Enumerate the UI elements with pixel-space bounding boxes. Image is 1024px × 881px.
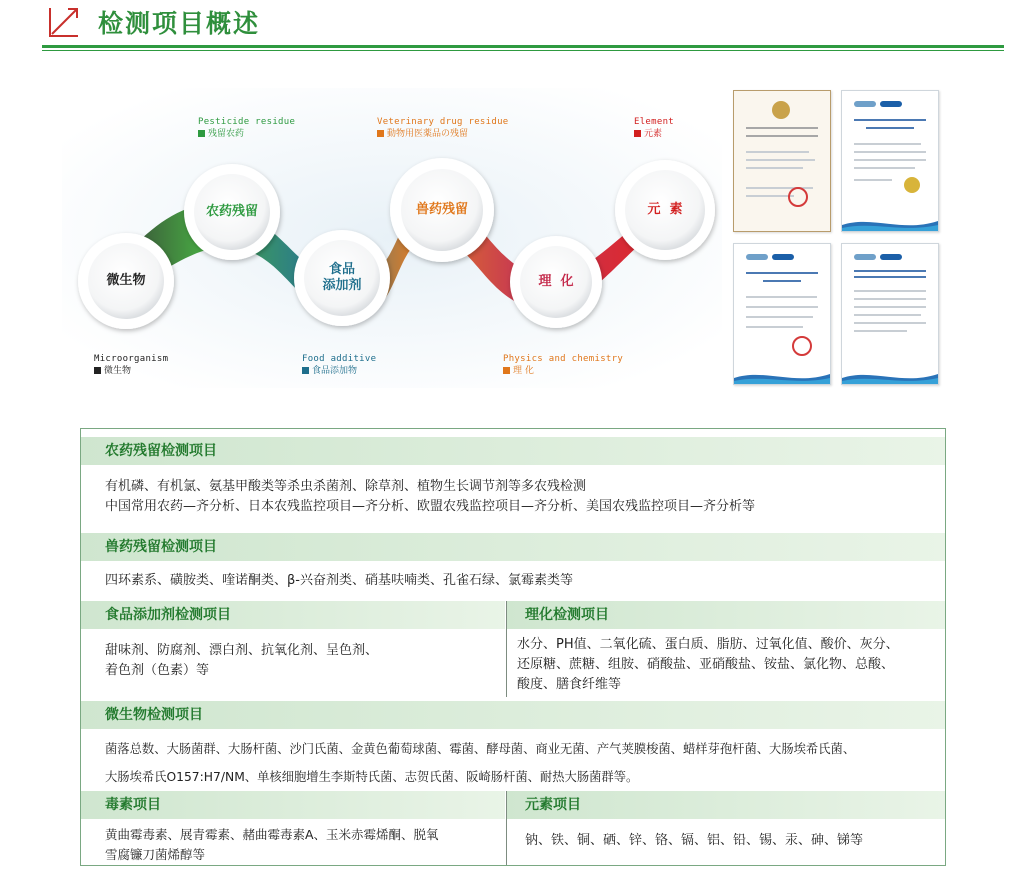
wave-decoration	[842, 368, 938, 384]
label-micro-zh: 微生物	[104, 366, 132, 376]
certificate-cma	[733, 90, 831, 232]
section-header-toxin: 毒素项目	[81, 791, 505, 819]
circle-label-food-line2: 添加剂	[322, 278, 362, 293]
section-header	[0, 0, 1024, 60]
label-pesticide-zh: 残留农药	[208, 129, 245, 139]
section-body-micro	[81, 739, 945, 787]
label-micro	[94, 353, 168, 377]
circle-label-physics: 理 化	[538, 274, 574, 289]
label-element-en: Element	[634, 117, 675, 127]
food-line-1: 甜味剂、防腐剂、漂白剂、抗氧化剂、呈色剂、	[105, 643, 379, 658]
section-header-veterinary: 兽药残留检测项目	[81, 533, 945, 561]
arrow-icon	[46, 4, 80, 38]
blue-square-icon	[302, 367, 309, 374]
toxin-line-2: 雪腐镰刀菌烯醇等	[105, 847, 206, 862]
certificate-cnas-1	[841, 90, 939, 232]
certificate-cnas-2	[733, 243, 831, 385]
label-element	[634, 116, 674, 140]
element-line-1: 钠、铁、铜、硒、锌、铬、镉、铝、铅、锡、汞、砷、锑等	[525, 833, 864, 848]
label-food-zh: 食品添加物	[312, 366, 358, 376]
pesticide-line-1: 有机磷、有机氯、氨基甲酸类等杀虫杀菌剂、除草剂、植物生长调节剂等多农残检测	[105, 479, 587, 494]
physics-line-1: 水分、PH值、二氧化硫、蛋白质、脂肪、过氧化值、酸价、灰分、	[517, 637, 899, 652]
label-veterinary-zh: 動物用医薬品の残留	[387, 129, 469, 139]
section-header-element: 元素项目	[507, 791, 945, 819]
stamp-icon	[792, 336, 812, 356]
label-pesticide-en: Pesticide residue	[198, 117, 296, 127]
section-header-pesticide: 农药残留检测项目	[81, 437, 945, 465]
certificate-cnas-english	[841, 243, 939, 385]
wave-decoration	[842, 215, 938, 231]
label-veterinary	[377, 116, 509, 140]
orange-square-icon	[377, 130, 384, 137]
toxin-line-1: 黄曲霉毒素、展青霉素、赭曲霉毒素A、玉米赤霉烯酮、脱氧	[105, 827, 439, 842]
header-rule	[42, 45, 1004, 48]
wave-decoration	[734, 368, 830, 384]
red-square-icon	[634, 130, 641, 137]
label-physics-en: Physics and chemistry	[503, 354, 624, 364]
circle-label-micro: 微生物	[106, 273, 146, 288]
food-line-2: 着色剂（色素）等	[105, 663, 210, 678]
label-micro-en: Microorganism	[94, 354, 169, 364]
section-body-physics	[507, 635, 945, 695]
black-square-icon	[94, 367, 101, 374]
label-food-en: Food additive	[302, 354, 377, 364]
label-food	[302, 353, 376, 377]
micro-line-1: 菌落总数、大肠菌群、大肠杆菌、沙门氏菌、金黄色葡萄球菌、霉菌、酵母菌、商业无菌、产气荚膜梭菌、蜡样芽孢杆菌、大肠埃希氏菌、	[105, 742, 856, 756]
emblem-icon	[772, 101, 790, 119]
page-title: 检测项目概述	[98, 9, 261, 38]
veterinary-line-1: 四环素系、磺胺类、喹诺酮类、β-兴奋剂类、硝基呋喃类、孔雀石绿、氯霉素类等	[105, 573, 573, 588]
label-pesticide	[198, 116, 295, 140]
circle-label-food	[302, 262, 382, 294]
stamp-icon	[788, 187, 808, 207]
circle-label-pesticide: 农药残留	[205, 204, 258, 219]
circle-label-veterinary: 兽药残留	[415, 202, 468, 217]
section-header-micro: 微生物检测项目	[81, 701, 945, 729]
label-veterinary-en: Veterinary drug residue	[377, 117, 509, 127]
physics-line-3: 酸度、膳食纤维等	[517, 677, 622, 692]
section-header-food-additive: 食品添加剂检测项目	[81, 601, 505, 629]
section-body-pesticide	[81, 477, 945, 517]
section-body-veterinary	[81, 571, 945, 591]
header-rule-thin	[42, 50, 1004, 51]
label-element-zh: 元素	[644, 129, 663, 139]
physics-line-2: 还原糖、蔗糖、组胺、硝酸盐、亚硝酸盐、铵盐、氯化物、总酸、	[517, 657, 895, 672]
orange-square-icon	[503, 367, 510, 374]
circle-label-element: 元 素	[647, 202, 683, 217]
seal-icon	[904, 177, 920, 193]
section-body-food-additive	[81, 641, 505, 681]
pesticide-line-2: 中国常用农药—齐分析、日本农残监控项目—齐分析、欧盟农残监控项目—齐分析、美国农残监控项目—齐分析等	[105, 499, 756, 514]
label-physics-zh: 理 化	[513, 366, 534, 376]
column-divider	[506, 791, 507, 865]
micro-line-2: 大肠埃希氏O157:H7/NM、单核细胞增生李斯特氏菌、志贺氏菌、阪崎肠杆菌、耐热大肠菌群等。	[105, 770, 639, 784]
section-body-element	[507, 831, 945, 851]
label-physics	[503, 353, 623, 377]
green-square-icon	[198, 130, 205, 137]
section-header-physics: 理化检测项目	[507, 601, 945, 629]
testing-items-table	[80, 428, 946, 866]
circle-label-food-line1: 食品	[328, 262, 355, 277]
section-body-toxin	[81, 825, 505, 865]
testing-categories-infographic	[62, 88, 722, 388]
